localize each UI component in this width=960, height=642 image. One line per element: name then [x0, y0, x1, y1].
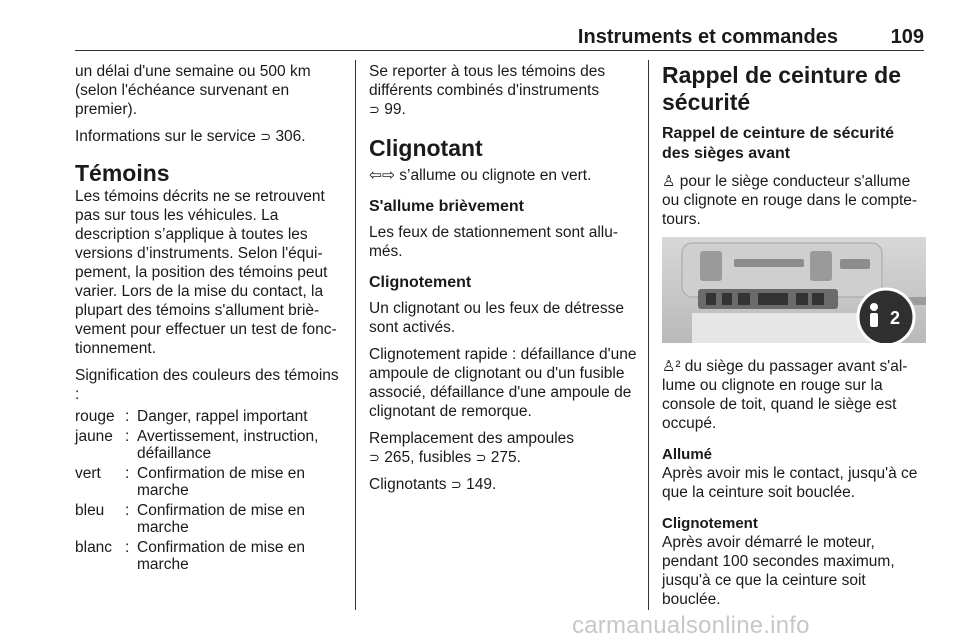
table-row: blanc : Confirmation de mise en marche	[75, 539, 305, 573]
heading-rappel-avant: Rappel de ceinture de sécurité des sièges avant	[662, 125, 895, 162]
page-ref-icon: ⊃	[369, 102, 380, 117]
paragraph: Signification des couleurs des témoins :	[75, 367, 339, 403]
heading-allume: Allumé	[662, 446, 713, 463]
overhead-console-photo	[662, 237, 926, 343]
page-ref-link[interactable]: 306.	[275, 128, 306, 145]
column-3	[662, 62, 926, 617]
table-row: jaune : Avertissement, instruction, défaillance	[75, 428, 319, 462]
page-ref-icon: ⊃	[369, 450, 380, 465]
paragraph: Clignotants ⊃ 149.	[369, 476, 497, 493]
table-row: vert : Confirmation de mise en marche	[75, 465, 305, 499]
seatbelt-icon: ♙	[662, 173, 676, 190]
service-info: Informations sur le service ⊃ 306.	[75, 128, 306, 145]
paragraph: Les feux de stationnement sont allu-més.	[369, 224, 619, 260]
page-ref-icon: ⊃	[450, 477, 462, 492]
column-divider-2	[648, 60, 649, 610]
page-ref-link[interactable]: 275.	[490, 449, 521, 466]
page-ref-link[interactable]: 149.	[466, 476, 497, 493]
paragraph: Un clignotant ou les feux de détresse sont activés.	[369, 300, 625, 336]
page-ref-link[interactable]: 265, fusibles	[384, 449, 476, 466]
photo-callout-label: 2	[890, 308, 901, 328]
paragraph: ♙ pour le siège conducteur s'allume ou clignote en rouge dans le compte-tours.	[662, 173, 918, 228]
passenger-seatbelt-icon: ♙²	[662, 358, 681, 375]
paragraph: Les témoins décrits ne se retrouvent pas sur tous les véhicules. La description s’applique à toutes les versions d’instruments. Selon l'équi-pement, la position des témoins peut varier. Lors de la mise du contact, la plupart des témoins s'allument briè-vement pour effectuer un test de fonc-tionnement.	[75, 188, 337, 357]
column-divider-1	[355, 60, 356, 610]
paragraph: Remplacement des ampoules ⊃ 265, fusibles ⊃ 275.	[369, 430, 575, 466]
section-title: Instruments et commandes	[577, 26, 838, 48]
column-2	[369, 62, 637, 502]
table-row: bleu : Confirmation de mise en marche	[75, 502, 305, 536]
page-ref-link[interactable]: 99.	[384, 101, 406, 118]
heading-clignotement: Clignotement	[662, 515, 758, 532]
paragraph: Se reporter à tous les témoins des différents combinés d'instruments ⊃ 99.	[369, 63, 606, 118]
paragraph: un délai d'une semaine ou 500 km (selon l'échéance survenant en premier).	[75, 63, 311, 118]
turn-signal-icon: ⇦⇨	[369, 167, 395, 184]
column-1	[75, 62, 343, 576]
color-table	[75, 408, 343, 576]
table-row: rouge : Danger, rappel important	[75, 408, 308, 425]
heading-breve: S'allume brièvement	[369, 198, 524, 215]
watermark: carmanualsonline.info	[572, 612, 810, 639]
paragraph: Après avoir démarré le moteur, pendant 100 secondes maximum, jusqu'à ce que la ceinture soit bouclée.	[662, 534, 895, 608]
heading-temoins: Témoins	[75, 160, 170, 186]
heading-clignotement: Clignotement	[369, 274, 472, 291]
heading-rappel: Rappel de ceinture de sécurité	[662, 62, 902, 115]
paragraph: Clignotement rapide : défaillance d'une ampoule de clignotant ou d'un fusible associé, défaillance d'une ampoule de clignotant de remorque.	[369, 346, 637, 420]
page-ref-icon: ⊃	[260, 129, 272, 144]
paragraph: Après avoir mis le contact, jusqu'à ce que la ceinture soit bouclée.	[662, 465, 918, 501]
page-header	[75, 20, 924, 51]
page-ref-icon: ⊃	[475, 450, 487, 465]
paragraph: ♙² du siège du passager avant s'al-lume ou clignote en rouge sur la console de toit, quand le siège est occupé.	[662, 358, 908, 432]
page-number: 109	[890, 26, 924, 48]
heading-clignotant: Clignotant	[369, 135, 483, 161]
paragraph: ⇦⇨ s’allume ou clignote en vert.	[369, 167, 592, 184]
